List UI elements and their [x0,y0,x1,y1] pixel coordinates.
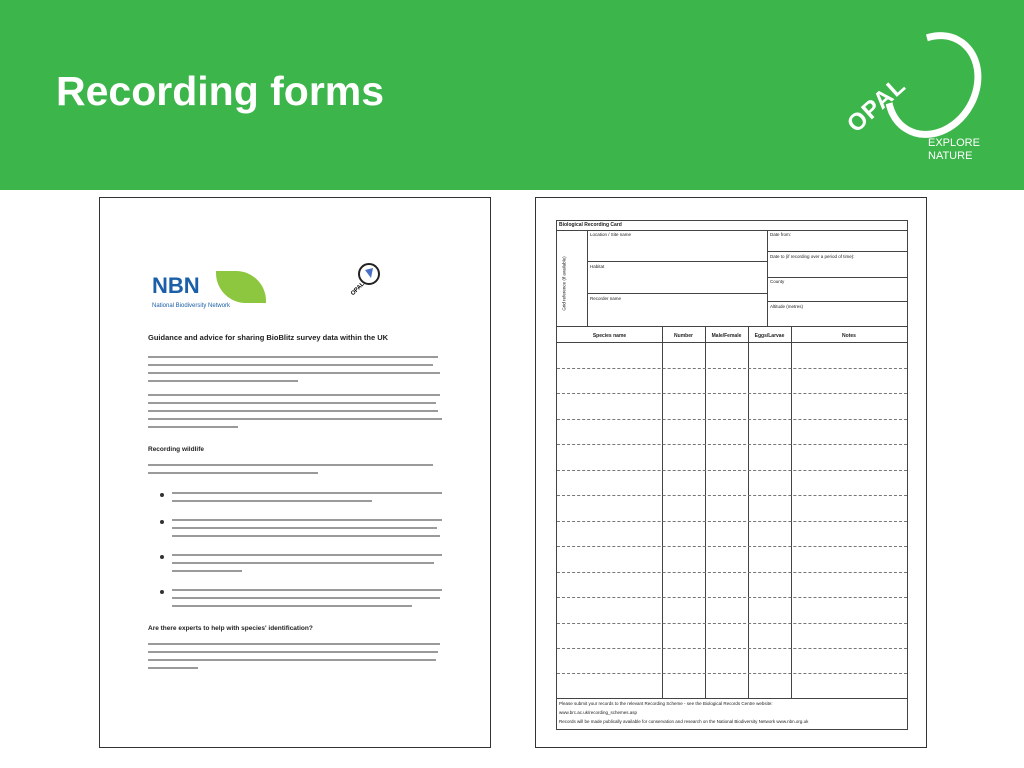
footer-nbn-text: Records will be made publically available for conservation and research on the National Biodiversity Network www.nbn.org.uk [559,719,809,724]
section-recording-wildlife: Recording wildlife [148,446,204,453]
table-row [557,444,907,445]
opal-wordmark: OPAL [842,71,912,139]
nbn-logo [152,273,231,309]
bullet-dot [160,493,164,497]
table-row [557,521,907,522]
guidance-heading: Guidance and advice for sharing BioBlitz survey data within the UK [148,333,389,342]
table-row [557,470,907,471]
location-label: Location / Site name [590,232,632,237]
table-row [557,623,907,624]
nbn-leaf-icon [216,271,266,303]
col-eggs-larvae: Eggs/Larvae [754,333,785,339]
nbn-logo-subtitle: National Biodiversity Network [152,303,231,309]
bullet-dissection [172,589,442,613]
opal-guide-paragraph [148,464,448,480]
table-row [557,495,907,496]
bullet-generic-form [172,519,442,543]
table-row [557,597,907,598]
aims-paragraph [148,394,448,434]
intro-paragraph [148,356,448,388]
recording-card [556,220,908,730]
col-notes: Notes [842,333,856,339]
nbn-logo-text: NBN [152,273,200,298]
bullet-darwin-guide [172,492,442,508]
section-experts: Are there experts to help with species' identification? [148,625,313,632]
table-row [557,673,907,674]
footer-submit-text: Please submit your records to the relevant Recording Scheme - see the Biological Records Centre website: [559,701,773,706]
guidance-document [99,197,491,748]
table-row [557,572,907,573]
bullet-dot [160,590,164,594]
bullet-dot [160,555,164,559]
col-male-female: Male/Female [711,333,742,339]
col-number: Number [674,333,693,339]
altitude-label: Altitude (metres) [770,304,804,309]
table-row [557,419,907,420]
opal-tagline [928,137,980,163]
table-row [557,393,907,394]
grid-reference-label: Grid reference (if available) [561,256,567,311]
recorder-label: Recorder name [590,296,622,301]
svg-text:OPAL: OPAL [350,281,366,298]
date-from-label: Date from: [770,232,792,237]
date-to-label: Date to (if recording over a period of time): [770,254,855,259]
opal-mini-logo-icon [345,260,385,300]
bullet-dot [160,520,164,524]
card-title: Biological Recording Card [559,222,622,228]
recording-card-document [535,197,927,748]
county-label: County [770,279,785,284]
experts-paragraph [148,643,448,675]
habitat-label: Habitat [590,264,605,269]
col-species-name: Species name [592,333,627,339]
footer-brc-link[interactable]: www.brc.ac.uk/recording_schemes.asp [559,710,638,715]
slide-title: Recording forms [56,68,385,114]
bullet-species-level [172,554,442,578]
opal-tagline-line1: EXPLORE [928,137,980,149]
table-row [557,546,907,547]
table-row [557,648,907,649]
opal-tagline-line2: NATURE [928,150,973,162]
table-row [557,368,907,369]
